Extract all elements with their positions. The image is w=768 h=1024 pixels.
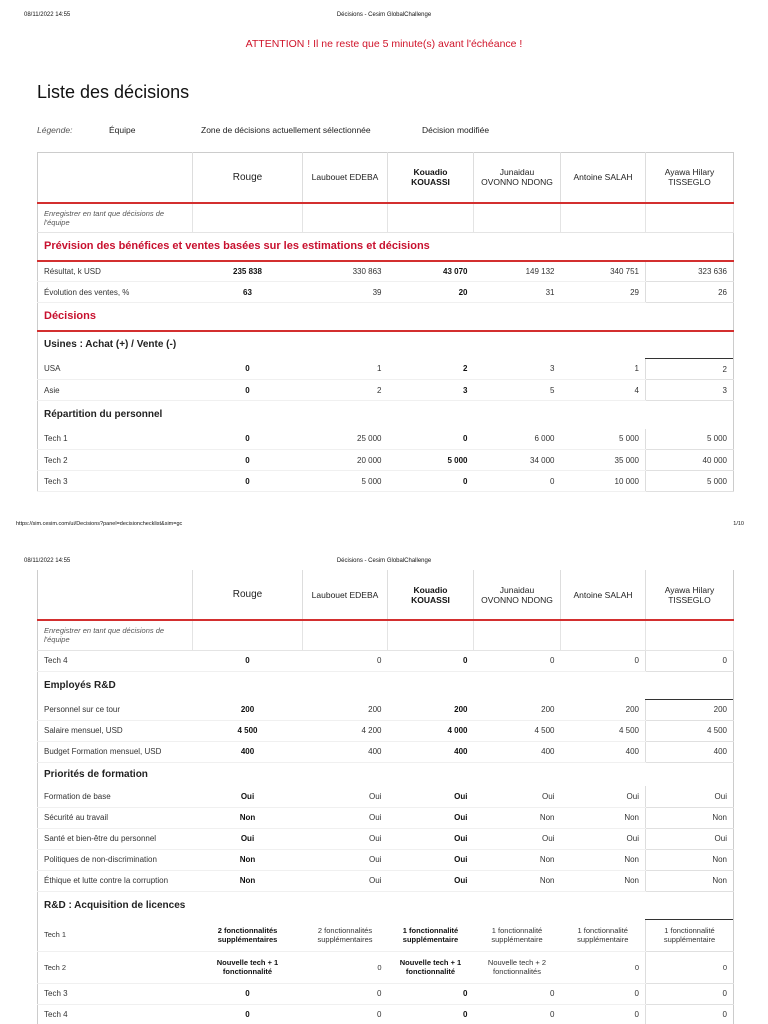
table-row: Tech 3 0 5 000 0 0 10 000 5 000 bbox=[38, 471, 734, 492]
page-title: Liste des décisions bbox=[37, 82, 190, 102]
col-rouge[interactable]: Rouge bbox=[193, 153, 303, 203]
print-title: Décisions - Cesim GlobalChallenge bbox=[336, 12, 432, 18]
input-cell[interactable]: 200 bbox=[646, 699, 734, 720]
input-cell[interactable]: 0 bbox=[646, 951, 734, 983]
table-header bbox=[38, 153, 734, 203]
input-cell[interactable]: 1 fonctionnalité supplémentaire bbox=[646, 919, 734, 951]
input-cell[interactable]: 3 bbox=[646, 380, 734, 401]
table-row: Politiques de non-discrimination Non Oui Oui Non Non Non bbox=[38, 849, 734, 870]
input-cell[interactable]: 0 bbox=[646, 650, 734, 671]
col-antoine[interactable]: Antoine SALAH bbox=[561, 153, 646, 203]
print-header bbox=[0, 8, 768, 22]
section-priorities: Priorités de formation bbox=[38, 762, 734, 786]
table-row: USA 0 1 2 3 1 2 bbox=[38, 359, 734, 380]
save-as-team-link[interactable]: Enregistrer en tant que décisions de l'équipe bbox=[38, 620, 193, 650]
legend-label: Légende: bbox=[37, 125, 73, 135]
input-cell[interactable]: 0 bbox=[646, 983, 734, 1004]
legend bbox=[37, 125, 519, 135]
input-cell[interactable]: 40 000 bbox=[646, 450, 734, 471]
col-junaidau[interactable]: Junaidau OVONNO NDONG bbox=[474, 153, 561, 203]
table-row: Tech 2 Nouvelle tech + 1 fonctionnalité 0 Nouvelle tech + 1 fonctionnalité Nouvelle tech + 2 fonctionnalités 0 0 bbox=[38, 951, 734, 983]
deadline-alert: ATTENTION ! Il ne reste que 5 minute(s) avant l'échéance ! bbox=[245, 38, 523, 50]
save-as-team-link[interactable]: Enregistrer en tant que décisions de l'équipe bbox=[38, 203, 193, 233]
save-row bbox=[38, 203, 734, 233]
legend-modified: Décision modifiée bbox=[422, 125, 490, 135]
table-row: Formation de base Oui Oui Oui Oui Oui Oui bbox=[38, 786, 734, 807]
table-row: Personnel sur ce tour 200 200 200 200 200 200 bbox=[38, 699, 734, 720]
table-row: Tech 4 0 0 0 0 0 0 bbox=[38, 1004, 734, 1024]
table-row: Évolution des ventes, % 63 39 20 31 29 26 bbox=[38, 282, 734, 303]
section-forecast: Prévision des bénéfices et ventes basées sur les estimations et décisions bbox=[38, 233, 734, 261]
table-row: Tech 1 2 fonctionnalités supplémentaires 2 fonctionnalités supplémentaires 1 fonctionnalité supplémentaire 1 fonctionnalité supplémentaire 1 fonctionnalité supplémentaire 1 fonctionnalité supplémentaire bbox=[38, 919, 734, 951]
input-cell[interactable]: Non bbox=[646, 870, 734, 891]
table-header bbox=[38, 570, 734, 620]
input-cell[interactable]: Oui bbox=[646, 828, 734, 849]
print-date: 08/11/2022 14:55 bbox=[24, 12, 71, 18]
input-cell[interactable]: 5 000 bbox=[646, 429, 734, 450]
input-cell[interactable]: 5 000 bbox=[646, 471, 734, 492]
legend-team: Équipe bbox=[109, 125, 136, 135]
print-url: https://sim.cesim.com/ui/Decisions?panel=decisionchecklist&sim=gc bbox=[16, 521, 183, 527]
col-antoine[interactable]: Antoine SALAH bbox=[561, 570, 646, 620]
section-plants: Usines : Achat (+) / Vente (-) bbox=[38, 331, 734, 359]
input-cell[interactable]: 4 500 bbox=[646, 720, 734, 741]
col-kouadio[interactable]: Kouadio KOUASSI bbox=[388, 570, 474, 620]
col-kouadio[interactable]: Kouadio KOUASSI bbox=[388, 153, 474, 203]
col-junaidau[interactable]: Junaidau OVONNO NDONG bbox=[474, 570, 561, 620]
decisions-table-page2 bbox=[37, 570, 734, 1024]
input-cell[interactable]: Oui bbox=[646, 786, 734, 807]
table-row: Budget Formation mensuel, USD 400 400 400 400 400 400 bbox=[38, 741, 734, 762]
table-row: Santé et bien-être du personnel Oui Oui Oui Oui Oui Oui bbox=[38, 828, 734, 849]
legend-selected-zone: Zone de décisions actuellement sélectionnée bbox=[201, 125, 371, 135]
input-cell[interactable]: 2 bbox=[646, 359, 734, 380]
table-row: Tech 1 0 25 000 0 6 000 5 000 5 000 bbox=[38, 429, 734, 450]
table-row: Asie 0 2 3 5 4 3 bbox=[38, 380, 734, 401]
col-rouge[interactable]: Rouge bbox=[193, 570, 303, 620]
print-page: 1/10 bbox=[733, 521, 744, 527]
section-rd-staff: Employés R&D bbox=[38, 671, 734, 699]
table-row: Tech 3 0 0 0 0 0 0 bbox=[38, 983, 734, 1004]
table-row: Salaire mensuel, USD 4 500 4 200 4 000 4 500 4 500 4 500 bbox=[38, 720, 734, 741]
table-row: Tech 4 0 0 0 0 0 0 bbox=[38, 650, 734, 671]
col-ayawa[interactable]: Ayawa Hilary TISSEGLO bbox=[646, 153, 734, 203]
table-row: Résultat, k USD 235 838 330 863 43 070 149 132 340 751 323 636 bbox=[38, 261, 734, 282]
print-date: 08/11/2022 14:55 bbox=[24, 558, 71, 564]
input-cell[interactable]: 0 bbox=[646, 1004, 734, 1024]
input-cell[interactable]: Non bbox=[646, 849, 734, 870]
table-row: Sécurité au travail Non Oui Oui Non Non Non bbox=[38, 807, 734, 828]
col-laubouet[interactable]: Laubouet EDEBA bbox=[303, 153, 388, 203]
col-laubouet[interactable]: Laubouet EDEBA bbox=[303, 570, 388, 620]
save-row bbox=[38, 620, 734, 650]
col-ayawa[interactable]: Ayawa Hilary TISSEGLO bbox=[646, 570, 734, 620]
input-cell[interactable]: 400 bbox=[646, 741, 734, 762]
input-cell[interactable]: Non bbox=[646, 807, 734, 828]
section-staff: Répartition du personnel bbox=[38, 401, 734, 429]
section-licences: R&D : Acquisition de licences bbox=[38, 891, 734, 919]
print-header bbox=[0, 554, 768, 568]
table-row: Éthique et lutte contre la corruption Non Oui Oui Non Non Non bbox=[38, 870, 734, 891]
section-decisions: Décisions bbox=[38, 303, 734, 331]
decisions-table-page1 bbox=[37, 152, 734, 492]
print-title: Décisions - Cesim GlobalChallenge bbox=[336, 558, 432, 564]
table-row: Tech 2 0 20 000 5 000 34 000 35 000 40 000 bbox=[38, 450, 734, 471]
